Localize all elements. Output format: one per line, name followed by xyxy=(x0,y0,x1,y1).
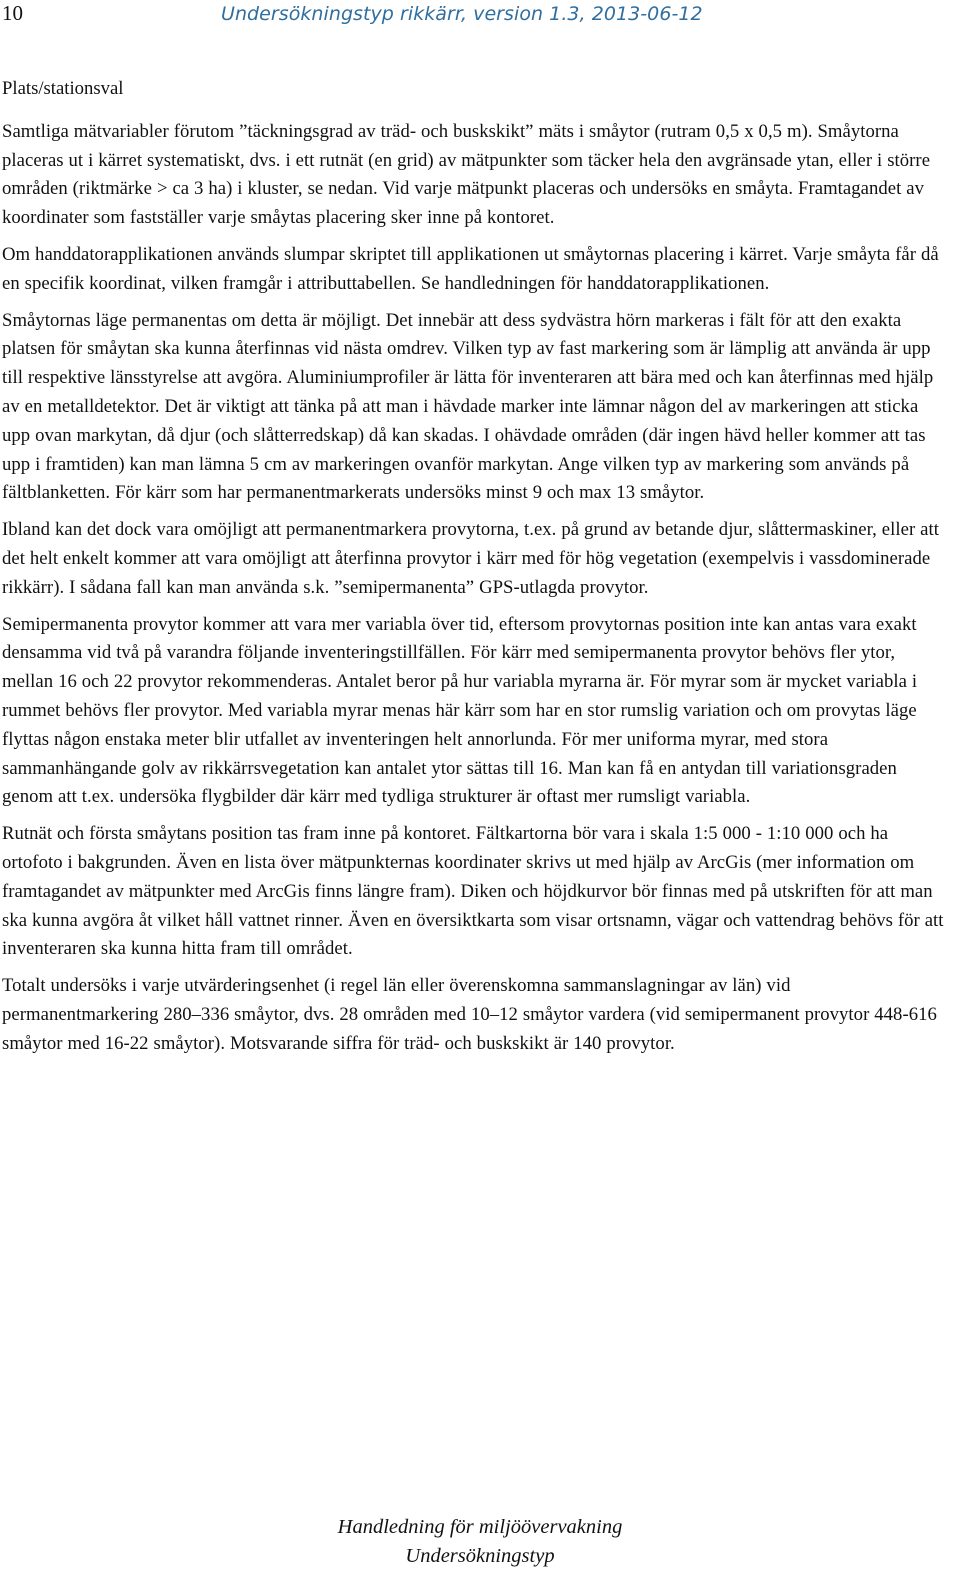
running-title: Undersökningstyp rikkärr, version 1.3, 2013-06-12 xyxy=(221,3,703,25)
footer-subtitle: Undersökningstyp xyxy=(405,1545,555,1567)
page-header xyxy=(0,0,960,34)
section-heading: Plats/stationsval xyxy=(2,78,124,99)
paragraph-handheld-app: Om handdatorapplikationen används slumpar skriptet till applikationen ut småytornas placering i kärret. Varje småyta får då en specifik koordinat, vilken framgår i attributtabellen. Se handledningen för handdatorapplikationen. xyxy=(2,243,939,294)
paragraph-semipermanent-intro: Ibland kan det dock vara omöjligt att permanentmarkera provytorna, t.ex. på grund av betande djur, slåttermaskiner, eller att det helt enkelt kommer att vara omöjligt att återfinna provytor i kärr med för hög vegetation (exempelvis i vassdominerade rikkärr). I sådana fall kan man använda s.k. ”semipermanenta” GPS-utlagda provytor. xyxy=(2,519,939,598)
paragraph-permanent-marking: Småytornas läge permanentas om detta är möjligt. Det innebär att dess sydvästra hörn markeras i fält för att den exakta platsen för småytan ska kunna återfinnas vid nästa omdrev. Vilken typ av fast markering som är lämplig att använda är upp till respektive länsstyrelse att avgöra. Aluminiumprofiler är lätta för inventeraren att bära med och kan återfinnas med hjälp av en metalldetektor. Det är viktigt att tänka på att man i hävdade marker inte lämnar någon del av markeringen att sticka upp ovan markytan, då djur (och slåtterredskap) då kan skadas. I ohävdade områden (där ingen hävd heller kommer att tas upp i framtiden) kan man lämna 5 cm av markeringen ovanför markytan. Ange vilken typ av markering som används på fältblanketten. För kärr som har permanentmarkerats undersöks minst 9 och max 13 småytor. xyxy=(2,309,934,504)
paragraph-field-maps: Rutnät och första småytans position tas fram inne på kontoret. Fältkartorna bör vara i skala 1:5 000 - 1:10 000 och ha ortofoto i bakgrunden. Även en lista över mätpunkternas koordinater skrivs ut med hjälp av ArcGis (mer information om framtagandet av mätpunkter med ArcGis finns längre fram). Diken och höjdkurvor bör finnas med på utskriften för att man ska kunna avgöra åt vilket håll vattnet rinner. Även en översiktkarta som visar ortsnamn, vägar och vattendrag behövs för att inventeraren ska kunna hitta fram till området. xyxy=(2,823,944,960)
page-footer xyxy=(0,1513,960,1571)
paragraph-totals: Totalt undersöks i varje utvärderingsenhet (i regel län eller överenskomna sammanslagningar av län) vid permanentmarkering 280–336 småytor, dvs. 28 områden med 10–12 småytor vardera (vid semipermanent provytor 448-616 småytor med 16-22 småytor). Motsvarande siffra för träd- och buskskikt är 140 provytor. xyxy=(2,975,937,1054)
footer-title: Handledning för miljöövervakning xyxy=(337,1516,623,1538)
page-number: 10 xyxy=(2,1,23,25)
paragraph-sampling-design: Samtliga mätvariabler förutom ”täckningsgrad av träd- och buskskikt” mäts i småytor (rutram 0,5 x 0,5 m). Småytorna placeras ut i kärret systematiskt, dvs. i ett rutnät (en grid) av mätpunkter som täcker hela den avgränsade ytan, eller i större områden (riktmärke > ca 3 ha) i kluster, se nedan. Vid varje mätpunkt placeras och undersöks en småyta. Framtagandet av koordinater som fastställer varje småytas placering sker inne på kontoret. xyxy=(2,120,931,229)
paragraph-semipermanent-variability: Semipermanenta provytor kommer att vara mer variabla över tid, eftersom provytornas position inte kan antas vara exakt densamma vid två på varandra följande inventeringstillfällen. För kärr med semipermanenta provytor behövs fler ytor, mellan 16 och 22 provytor rekommenderas. Antalet beror på hur variabla myrarna är. För myrar som är mycket variabla i rummet behövs fler provytor. Med variabla myrar menas här kärr som har en stor rumslig variation och om provytas läge flyttas någon enstaka meter blir utfallet av inventeringen helt annorlunda. För mer uniforma myrar, med stora sammanhängande golv av rikkärrsvegetation kan antalet ytor sättas till 16. Man kan få en antydan till variationsgraden genom att t.ex. undersöka flygbilder där kärr med tydliga strukturer är oftast mer rumsligt variabla. xyxy=(2,613,918,808)
document-body xyxy=(2,75,948,1067)
